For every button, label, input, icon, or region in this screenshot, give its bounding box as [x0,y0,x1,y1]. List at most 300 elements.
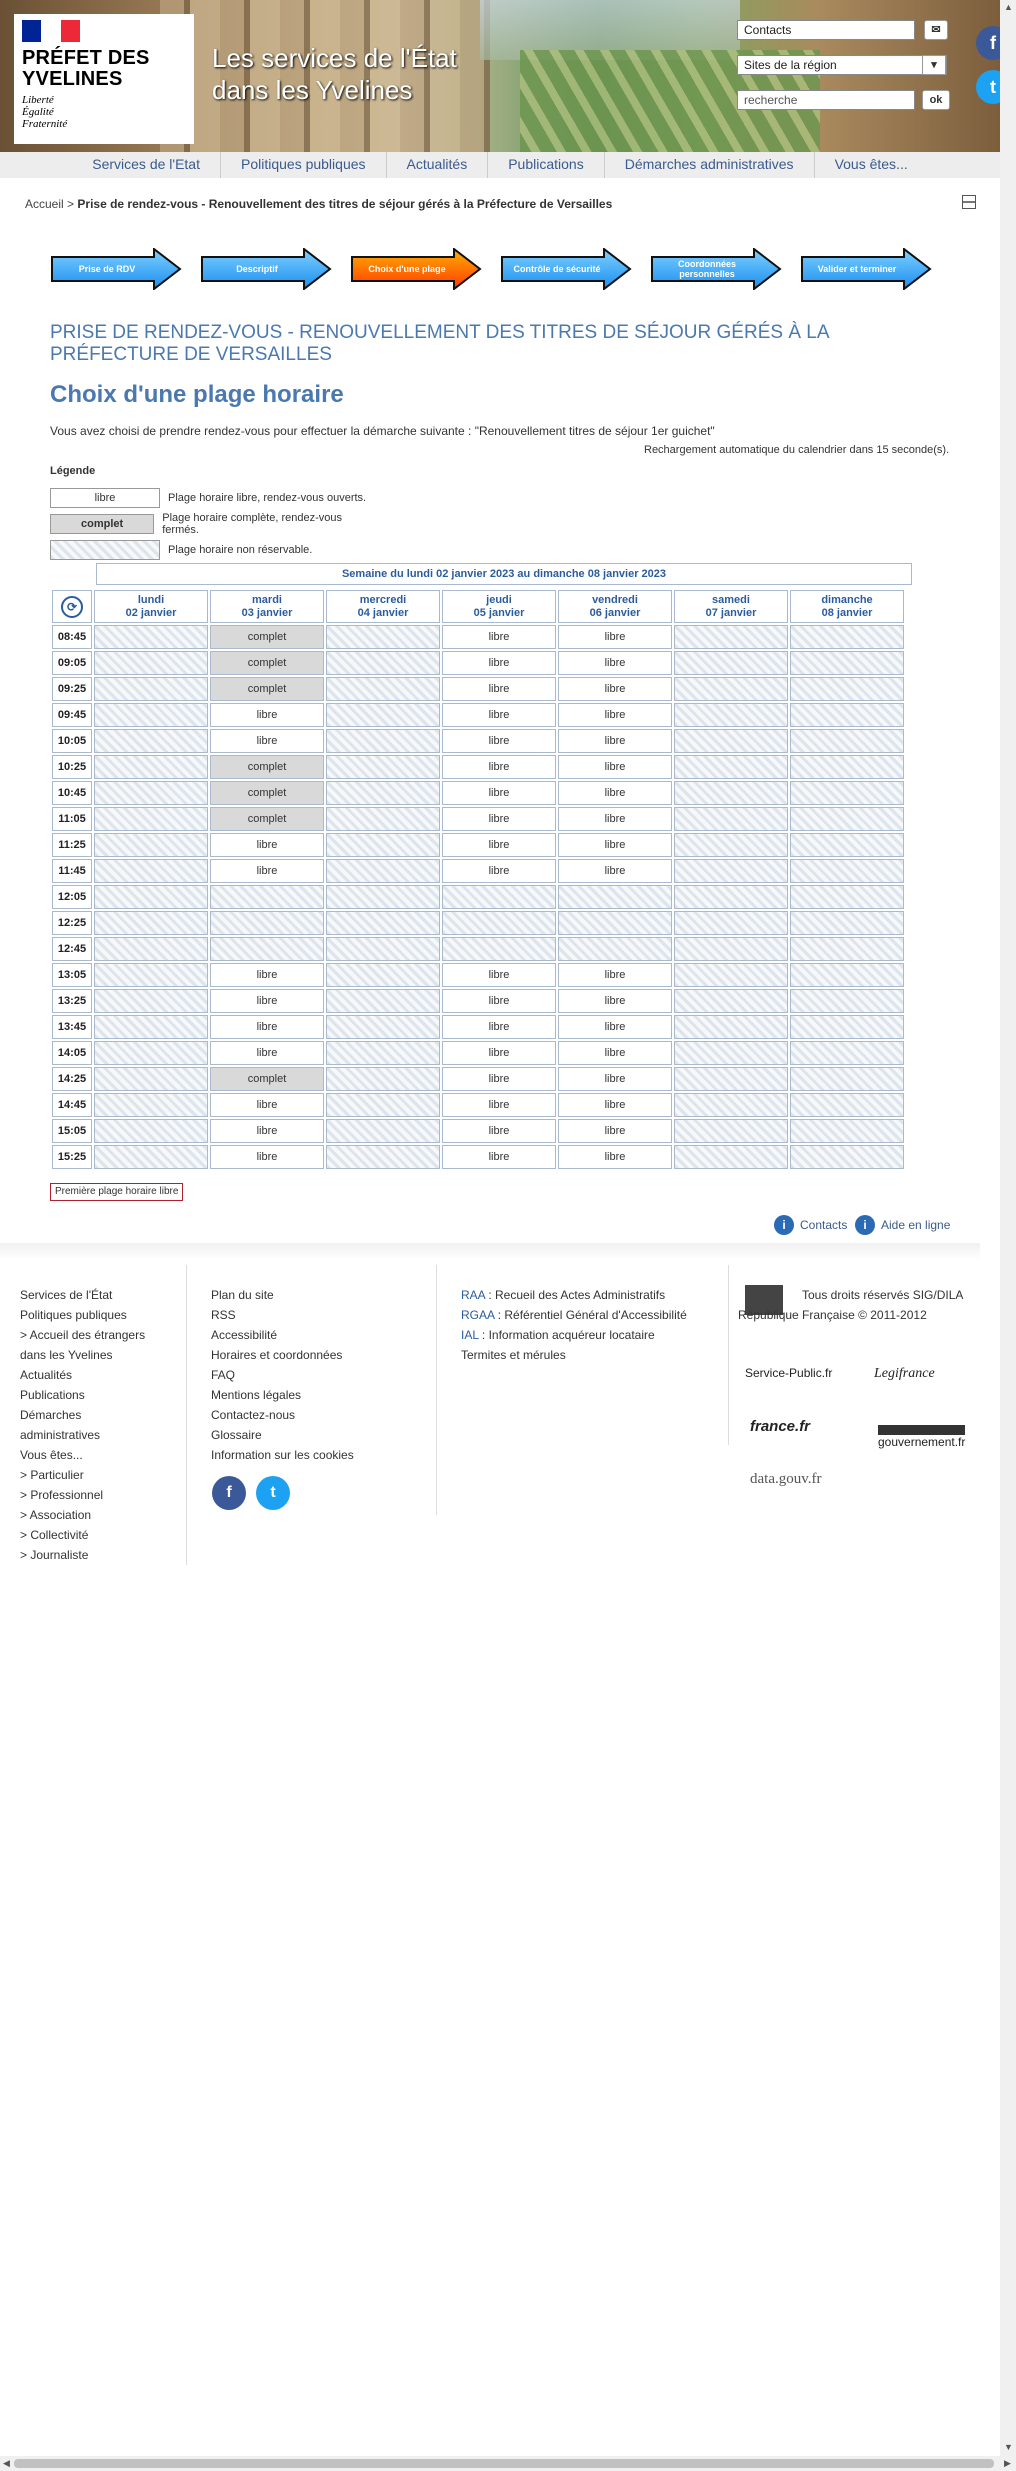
slot-free[interactable]: libre [442,781,556,805]
day-date: 08 janvier [821,606,873,619]
breadcrumb-separator: > [67,197,75,211]
time-row [52,1015,904,1039]
slot-free[interactable]: libre [558,1119,672,1143]
nav-item-publications[interactable]: Publications [488,152,605,178]
day-date: 07 janvier [705,606,757,619]
slot-unavailable [326,625,440,649]
slot-free[interactable]: libre [442,625,556,649]
legend-text: Plage horaire libre, rendez-vous ouverts. [168,492,367,504]
slot-free[interactable]: libre [558,859,672,883]
slot-unavailable [326,1041,440,1065]
slot-unavailable [790,677,904,701]
time-row [52,911,904,935]
time-row [52,1119,904,1143]
slot-unavailable [94,1093,208,1117]
slot-full: complet [210,1067,324,1091]
time-label: 09:45 [52,703,92,727]
partner-logo-gouvernement[interactable]: gouvernement.fr [878,1425,965,1449]
day-header [210,590,324,623]
slot-free[interactable]: libre [442,833,556,857]
slot-free[interactable]: libre [442,755,556,779]
slot-unavailable [94,833,208,857]
step-1 [50,248,182,290]
footer-link[interactable]: Accessibilité [211,1328,278,1342]
step-6 [800,248,932,290]
slot-unavailable [94,807,208,831]
twitter-icon[interactable]: t [256,1476,290,1510]
time-label: 14:05 [52,1041,92,1065]
slot-free[interactable]: libre [442,729,556,753]
search-input[interactable]: recherche [737,90,915,110]
chevron-down-icon[interactable]: ▾ [922,55,946,75]
step-label: Prise de RDV [78,264,136,274]
partner-logo-service-public[interactable]: Service-Public.fr [745,1366,833,1380]
slot-unavailable [94,989,208,1013]
slot-unavailable [790,729,904,753]
main-nav [0,152,1000,178]
slot-free[interactable]: libre [558,781,672,805]
slot-free[interactable]: libre [442,703,556,727]
slot-free[interactable]: libre [442,677,556,701]
slot-unavailable [326,807,440,831]
slot-unavailable [94,963,208,987]
footer-link[interactable]: Politiques publiques [20,1308,127,1322]
twitter-icon[interactable]: t [976,70,1010,104]
site-header [0,0,1000,160]
slot-unavailable [326,1015,440,1039]
info-icon: i [774,1215,794,1235]
slot-unavailable [326,1145,440,1169]
slot-unavailable [558,911,672,935]
slot-unavailable [674,703,788,727]
time-row [52,859,904,883]
slot-unavailable [674,651,788,675]
slot-free[interactable]: libre [210,859,324,883]
nav-item-services[interactable]: Services de l'Etat [72,152,221,178]
time-row [52,703,904,727]
slot-free[interactable]: libre [558,755,672,779]
slot-free[interactable]: libre [558,703,672,727]
slot-unavailable [326,911,440,935]
facebook-icon[interactable]: f [212,1476,246,1510]
slot-free[interactable]: libre [558,729,672,753]
slot-free[interactable]: libre [558,989,672,1013]
footer-abbr: RGAA [461,1308,495,1322]
time-row [52,1093,904,1117]
slot-free[interactable]: libre [210,1015,324,1039]
slot-unavailable [790,911,904,935]
slot-unavailable [790,937,904,961]
footer-link[interactable]: > Collectivité [20,1528,89,1542]
slot-free[interactable]: libre [442,651,556,675]
slot-free[interactable]: libre [210,989,324,1013]
slot-unavailable [442,911,556,935]
time-label: 11:45 [52,859,92,883]
slot-unavailable [326,989,440,1013]
scroll-down-icon[interactable]: ▼ [1004,2442,1013,2452]
calendar-corner [52,590,92,623]
step-label: Coordonnées personnelles [677,259,736,279]
slot-free[interactable]: libre [210,729,324,753]
time-label: 09:25 [52,677,92,701]
slot-unavailable [326,677,440,701]
footer-link[interactable]: Démarches [20,1408,82,1422]
slot-full: complet [210,755,324,779]
footer-column-links [211,1285,411,1465]
slot-unavailable [790,833,904,857]
day-header [442,590,556,623]
legend-title: Légende [50,465,96,477]
slot-free[interactable]: libre [558,807,672,831]
slot-unavailable [326,781,440,805]
slot-free[interactable]: libre [442,1145,556,1169]
slot-unavailable [94,1119,208,1143]
footer-link[interactable]: Actualités [20,1368,73,1382]
time-row [52,1041,904,1065]
slot-unavailable [326,963,440,987]
slot-free[interactable]: libre [210,1093,324,1117]
contacts-field[interactable]: Contacts [737,20,915,40]
slot-unavailable [326,1093,440,1117]
slot-unavailable [674,807,788,831]
slot-unavailable [674,937,788,961]
slot-free[interactable]: libre [558,677,672,701]
day-header [558,590,672,623]
slot-unavailable [326,755,440,779]
footer-link[interactable]: > Association [20,1508,92,1522]
time-row [52,729,904,753]
online-help-label: Aide en ligne [881,1218,951,1232]
slot-free[interactable]: libre [558,1041,672,1065]
nav-item-demarches[interactable]: Démarches administratives [605,152,815,178]
section-title: Choix d'une plage horaire [50,381,344,408]
day-date: 05 janvier [473,606,525,619]
scrollbar-thumb[interactable] [14,2459,994,2468]
scroll-left-icon[interactable]: ◀ [3,2458,10,2468]
slot-unavailable [790,963,904,987]
breadcrumb [25,197,612,211]
slot-unavailable [674,1041,788,1065]
footer-link[interactable]: Glossaire [211,1428,262,1442]
time-row [52,807,904,831]
slot-unavailable [94,651,208,675]
footer-link[interactable]: Plan du site [211,1288,274,1302]
time-row [52,755,904,779]
slot-unavailable [790,755,904,779]
slot-unavailable [790,1015,904,1039]
slot-unavailable [674,989,788,1013]
copyright: Tous droits réservés SIG/DILA République Française © 2011-2012 [738,1288,963,1322]
time-row [52,651,904,675]
search-button[interactable]: ok [922,90,950,110]
day-date: 06 janvier [589,606,641,619]
slot-unavailable [94,625,208,649]
partner-logo-data-gouv[interactable]: data.gouv.fr [750,1471,822,1487]
footer-link[interactable]: > Professionnel [20,1488,104,1502]
slot-unavailable [674,755,788,779]
slot-free[interactable]: libre [442,1093,556,1117]
slot-unavailable [674,1145,788,1169]
slot-unavailable [94,911,208,935]
time-label: 13:05 [52,963,92,987]
time-row [52,781,904,805]
footer-link[interactable]: Horaires et coordonnées [211,1348,343,1362]
slot-unavailable [326,729,440,753]
footer-link[interactable]: Vous êtes... [20,1448,83,1462]
slot-unavailable [558,885,672,909]
nav-item-actualites[interactable]: Actualités [387,152,489,178]
slot-unavailable [790,859,904,883]
footer-link[interactable] [461,1285,711,1305]
footer-link-text: Termites et mérules [461,1348,566,1362]
time-label: 13:45 [52,1015,92,1039]
partner-logo-france-fr[interactable]: france.fr [750,1418,811,1435]
day-name: samedi [712,593,750,606]
time-label: 08:45 [52,625,92,649]
footer-link[interactable] [461,1345,711,1365]
day-name: mardi [252,593,282,606]
step-label: Choix d'une plage [368,264,446,274]
help-contacts-label: Contacts [800,1218,848,1232]
slot-full: complet [210,625,324,649]
slot-free[interactable]: libre [442,963,556,987]
step-label: Valider et terminer [817,264,897,274]
footer-separator [186,1265,187,1565]
time-label: 14:45 [52,1093,92,1117]
slot-unavailable [558,937,672,961]
time-label: 15:25 [52,1145,92,1169]
refresh-icon[interactable]: ⟳ [61,596,83,618]
legend-row-free [50,488,370,508]
slot-free[interactable]: libre [558,1067,672,1091]
footer-link-text: : Information acquéreur locataire [478,1328,655,1342]
slot-free[interactable]: libre [442,1041,556,1065]
slot-unavailable [790,1093,904,1117]
slot-unavailable [674,729,788,753]
time-row [52,989,904,1013]
slot-unavailable [94,937,208,961]
slot-unavailable [674,885,788,909]
slot-unavailable [790,703,904,727]
vertical-scrollbar[interactable] [1000,0,1016,2456]
slot-unavailable [442,885,556,909]
french-flag-icon [22,20,80,42]
slot-unavailable [94,1145,208,1169]
slot-unavailable [674,677,788,701]
day-name: vendredi [592,593,638,606]
legend-row-full [50,514,370,534]
day-date: 03 janvier [241,606,293,619]
nav-item-vous-etes[interactable]: Vous êtes... [834,156,908,172]
slot-full: complet [210,807,324,831]
slot-free[interactable]: libre [558,1015,672,1039]
slot-unavailable [210,885,324,909]
footer-link[interactable] [461,1305,711,1325]
slot-full: complet [210,677,324,701]
footer-divider [0,1243,980,1261]
day-date: 02 janvier [125,606,177,619]
slot-unavailable [790,651,904,675]
slot-free[interactable]: libre [442,989,556,1013]
slot-free[interactable]: libre [442,859,556,883]
breadcrumb-home[interactable]: Accueil [25,197,64,211]
footer-link[interactable]: Publications [20,1388,85,1402]
slot-free[interactable]: libre [558,1093,672,1117]
time-label: 12:25 [52,911,92,935]
first-free-slot-button[interactable]: Première plage horaire libre [50,1183,183,1201]
footer-separator [436,1265,437,1515]
motto-line: Égalité [22,106,54,118]
slot-free[interactable]: libre [558,833,672,857]
nav-item-politiques[interactable]: Politiques publiques [221,152,387,178]
slot-unavailable [94,755,208,779]
motto-line: Liberté [22,94,54,106]
slot-unavailable [94,781,208,805]
slot-free[interactable]: libre [442,807,556,831]
reload-notice: Rechargement automatique du calendrier dans 15 seconde(s). [644,444,950,456]
footer-link[interactable]: > Particulier [20,1468,84,1482]
footer-abbr: RAA [461,1288,486,1302]
slot-unavailable [790,1119,904,1143]
slot-unavailable [326,1119,440,1143]
slot-full: complet [210,651,324,675]
region-select[interactable]: Sites de la région [737,55,947,75]
step-4 [500,248,632,290]
time-label: 13:25 [52,989,92,1013]
footer-link[interactable]: Contactez-nous [211,1408,296,1422]
legend-text: Plage horaire complète, rendez-vous fermés. [162,512,342,536]
slot-unavailable [790,807,904,831]
legend-row-unavailable [50,540,370,560]
legend-text: Plage horaire non réservable. [168,544,313,556]
time-label: 12:05 [52,885,92,909]
footer-link[interactable]: dans les Yvelines [20,1348,113,1362]
intro-text: Vous avez choisi de prendre rendez-vous pour effectuer la démarche suivante : "Renouvellement titres de séjour 1er guichet" [50,424,715,438]
site-title: Les services de l'État dans les Yvelines [212,43,457,105]
slot-free[interactable]: libre [558,963,672,987]
footer-column-docs [461,1285,711,1365]
slot-free[interactable]: libre [442,1015,556,1039]
horizontal-scrollbar[interactable] [0,2456,1016,2471]
slot-unavailable [326,833,440,857]
footer-link[interactable]: Mentions légales [211,1388,302,1402]
info-icon: i [855,1215,875,1235]
slot-unavailable [790,1067,904,1091]
time-row [52,833,904,857]
slot-free[interactable]: libre [210,1145,324,1169]
online-help-link[interactable] [855,1215,950,1235]
scroll-up-icon[interactable]: ▲ [1004,2,1013,12]
slot-unavailable [210,911,324,935]
slot-unavailable [94,1041,208,1065]
time-row [52,885,904,909]
footer-link-text: : Recueil des Actes Administratifs [485,1288,666,1302]
slot-unavailable [790,781,904,805]
slot-unavailable [790,1041,904,1065]
footer-link[interactable]: RSS [211,1308,236,1322]
step-label: Descriptif [236,264,278,274]
slot-unavailable [790,625,904,649]
slot-unavailable [94,859,208,883]
prefecture-logo[interactable] [14,14,194,144]
slot-free[interactable]: libre [442,1119,556,1143]
footer-link[interactable]: Services de l'État [20,1288,113,1302]
slot-unavailable [94,1015,208,1039]
slot-free[interactable]: libre [210,703,324,727]
day-header [326,590,440,623]
time-label: 10:25 [52,755,92,779]
slot-unavailable [326,937,440,961]
time-row [52,1145,904,1169]
slot-unavailable [94,1067,208,1091]
day-name: mercredi [359,593,407,606]
time-label: 12:45 [52,937,92,961]
day-name: dimanche [821,593,873,606]
slot-unavailable [94,729,208,753]
slot-unavailable [326,885,440,909]
footer-link[interactable]: administratives [20,1428,101,1442]
slot-unavailable [674,1093,788,1117]
time-label: 11:25 [52,833,92,857]
slot-unavailable [210,937,324,961]
time-label: 09:05 [52,651,92,675]
footer-abbr: IAL [461,1328,479,1342]
footer-link[interactable]: FAQ [211,1368,236,1382]
slot-unavailable [674,963,788,987]
progress-steps [50,248,950,292]
slot-unavailable [674,911,788,935]
slot-free[interactable]: libre [210,833,324,857]
partner-logo-legifrance[interactable]: Legifrance [874,1366,935,1381]
slot-unavailable [674,1119,788,1143]
footer-link[interactable] [461,1325,711,1345]
step-2 [200,248,332,290]
slot-free[interactable]: libre [210,1119,324,1143]
scroll-right-icon[interactable]: ▶ [1004,2458,1011,2468]
time-label: 11:05 [52,807,92,831]
page-title: PRISE DE RENDEZ-VOUS - RENOUVELLEMENT DES TITRES DE SÉJOUR GÉRÉS À LA PRÉFECTURE DE VERSAILLES [50,322,829,365]
mail-icon[interactable]: ✉ [924,20,948,40]
slot-unavailable [674,781,788,805]
footer-link[interactable]: > Journaliste [20,1548,89,1562]
slot-full: complet [210,781,324,805]
print-icon[interactable] [962,195,976,209]
day-header [674,590,788,623]
slot-free[interactable]: libre [558,651,672,675]
slot-unavailable [790,885,904,909]
motto-line: Fraternité [22,118,68,130]
time-row [52,937,904,961]
breadcrumb-current: Prise de rendez-vous - Renouvellement des titres de séjour gérés à la Préfecture de Versailles [77,197,613,211]
slot-unavailable [326,1067,440,1091]
help-contacts-link[interactable] [774,1215,847,1235]
step-label: Contrôle de sécurité [513,264,601,274]
footer-link[interactable]: Information sur les cookies [211,1448,354,1462]
footer-link[interactable]: > Accueil des étrangers [20,1328,146,1342]
time-label: 10:45 [52,781,92,805]
slot-unavailable [94,885,208,909]
slot-free[interactable]: libre [442,1067,556,1091]
slot-free[interactable]: libre [558,625,672,649]
day-date: 04 janvier [357,606,409,619]
slot-free[interactable]: libre [558,1145,672,1169]
slot-unavailable [790,1145,904,1169]
slot-free[interactable]: libre [210,963,324,987]
facebook-icon[interactable]: f [976,26,1010,60]
time-row [52,677,904,701]
slot-unavailable [674,859,788,883]
slot-free[interactable]: libre [210,1041,324,1065]
